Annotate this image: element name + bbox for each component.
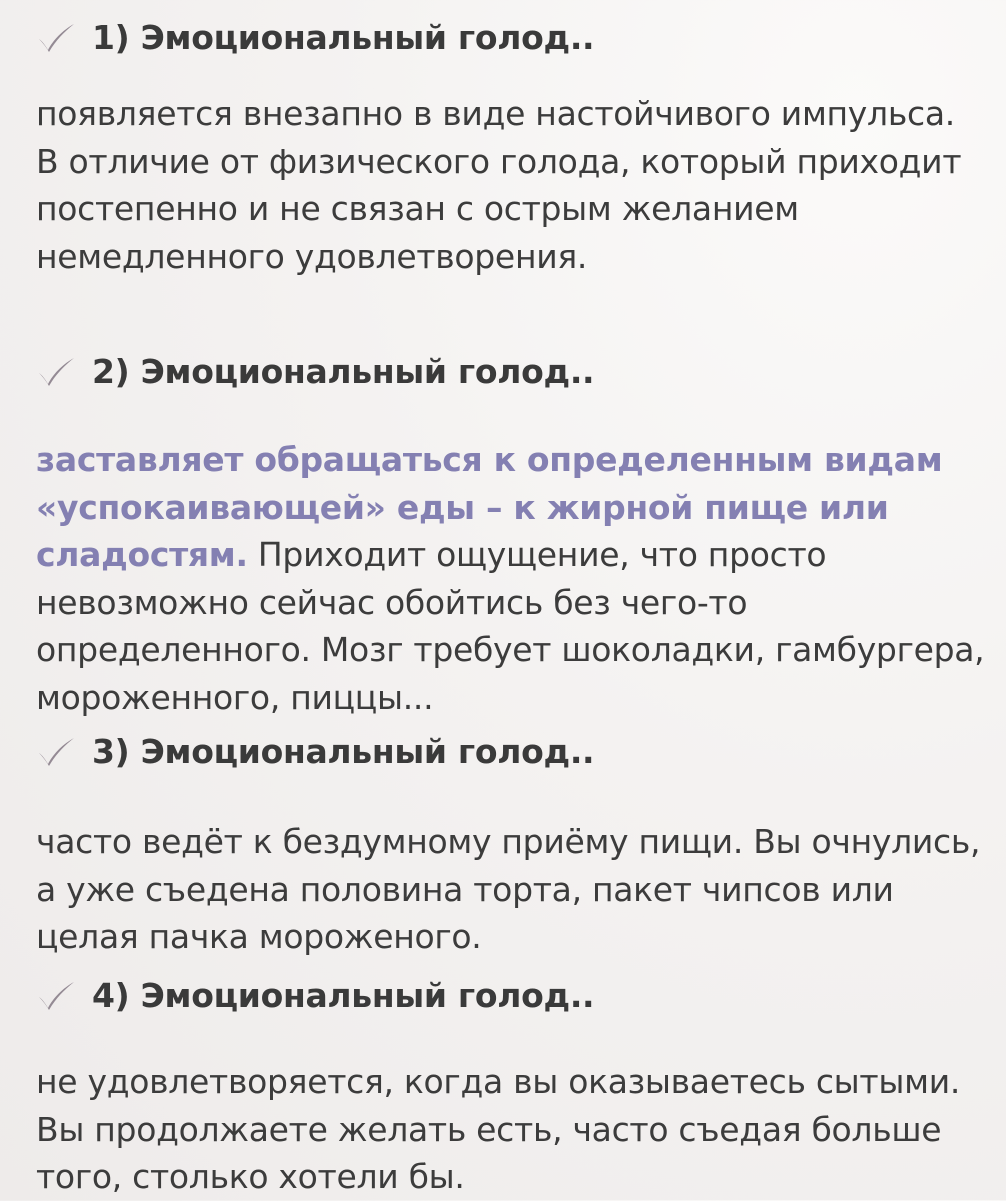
section-heading bbox=[36, 728, 986, 776]
section-3 bbox=[36, 728, 986, 961]
checkmark-icon bbox=[36, 736, 76, 768]
checkmark-icon bbox=[36, 356, 76, 388]
section-title: 2) Эмоциональный голод.. bbox=[92, 352, 595, 391]
section-heading bbox=[36, 972, 986, 1020]
section-heading bbox=[36, 348, 986, 396]
checkmark-icon bbox=[36, 980, 76, 1012]
section-body bbox=[36, 436, 986, 721]
section-4 bbox=[36, 972, 986, 1201]
checkmark-icon bbox=[36, 22, 76, 54]
section-title: 4) Эмоциональный голод.. bbox=[92, 976, 595, 1015]
section-body: часто ведёт к бездумному приёму пищи. Вы очнулись, а уже съедена половина торта, пакет чипсов или целая пачка мороженого. bbox=[36, 822, 981, 956]
section-1 bbox=[36, 14, 986, 280]
section-title: 1) Эмоциональный голод.. bbox=[92, 18, 595, 57]
section-2 bbox=[36, 348, 986, 721]
highlighted-text: заставляет обращаться к определенным видам «успокаивающей» еды – к жирной пище или сладостям. bbox=[36, 440, 943, 574]
section-title: 3) Эмоциональный голод.. bbox=[92, 732, 595, 771]
body-text: Приходит ощущение, что просто невозможно сейчас обойтись без чего-то определенного. Мозг требует шоколадки, гамбургера, мороженного, пиццы... bbox=[36, 535, 985, 717]
section-heading bbox=[36, 14, 986, 62]
section-body: не удовлетворяется, когда вы оказываетесь сытыми. Вы продолжаете желать есть, часто съедая больше того, столько хотели бы. bbox=[36, 1062, 961, 1196]
section-body: появляется внезапно в виде настойчивого импульса. В отличие от физического голода, который приходит постепенно и не связан с острым желанием немедленного удовлетворения. bbox=[36, 94, 962, 276]
